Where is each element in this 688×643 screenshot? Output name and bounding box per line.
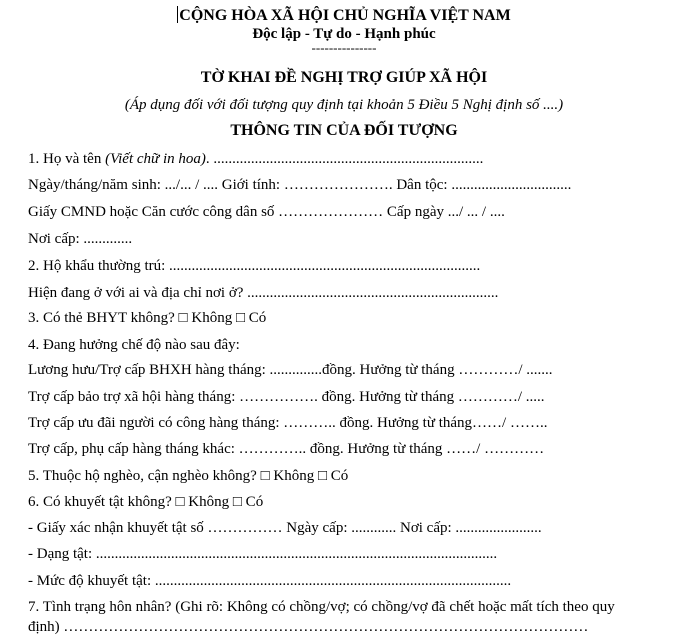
form-subtitle: (Áp dụng đối với đối tượng quy định tại khoản 5 Điều 5 Nghị định số ....) [124,97,564,113]
field-marital-status[interactable]: 7. Tình trạng hôn nhân? (Ghi rõ: Không có chồng/vợ; có chồng/vợ đã chết hoặc mất tích theo quy [28,599,615,615]
country-name-heading [0,6,688,25]
field-disability[interactable]: 6. Có khuyết tật không? □ Không □ Có [28,494,264,510]
section-title: THÔNG TIN CỦA ĐỐI TƯỢNG [230,122,458,139]
field-id-card[interactable]: Giấy CMND hoặc Căn cước công dân số ………………… Cấp ngày .../ ... / .... [28,204,505,220]
field-disability-level[interactable]: - Mức độ khuyết tật: ............................................................................................... [28,573,512,589]
field-current-address[interactable]: Hiện đang ở với ai và địa chỉ nơi ở? ................................................................... [28,285,499,301]
field-marital-status-cont[interactable]: định) …………………………………………………………………………………………… [28,619,589,635]
benefits-heading: 4. Đang hưởng chế độ nào sau đây: [28,337,240,353]
field-poor-household[interactable]: 5. Thuộc hộ nghèo, cận nghèo không? □ Không □ Có [28,468,349,484]
field-disability-type[interactable]: - Dạng tật: ........................................................................................................... [28,546,498,562]
field-pension[interactable]: Lương hưu/Trợ cấp BHXH hàng tháng: ..............đồng. Hưởng từ tháng …………/ ....... [28,362,553,378]
header-separator: --------------- [311,40,377,55]
field-full-name[interactable] [28,150,483,168]
field-issue-place[interactable]: Nơi cấp: ............. [28,231,133,247]
field-health-insurance[interactable]: 3. Có thẻ BHYT không? □ Không □ Có [28,310,267,326]
motto: Độc lập - Tự do - Hạnh phúc [252,26,436,42]
full-name-blank: . ........................................................................ [205,151,484,167]
full-name-label: 1. Họ và tên [28,151,106,167]
field-permanent-residence[interactable]: 2. Hộ khẩu thường trú: ................................................................................... [28,258,481,274]
field-other-allowance[interactable]: Trợ cấp, phụ cấp hàng tháng khác: ………….. đồng. Hưởng từ tháng ……/ ………… [28,441,545,457]
field-social-allowance[interactable]: Trợ cấp bảo trợ xã hội hàng tháng: ……………. đồng. Hưởng từ tháng …………/ ..... [28,389,545,405]
field-disability-certificate[interactable]: - Giấy xác nhận khuyết tật số …………… Ngày cấp: ............ Nơi cấp: ....................... [28,520,542,536]
full-name-hint: (Viết chữ in hoa) [105,151,206,167]
field-merit-allowance[interactable]: Trợ cấp ưu đãi người có công hàng tháng: ……….. đồng. Hưởng từ tháng……/ …….. [28,415,548,431]
form-title: TỜ KHAI ĐỀ NGHỊ TRỢ GIÚP XÃ HỘI [200,69,488,86]
country-name: CỘNG HÒA XÃ HỘI CHỦ NGHĨA VIỆT NAM [179,7,511,24]
field-birth-gender-ethnicity[interactable]: Ngày/tháng/năm sinh: .../... / .... Giới tính: …………………. Dân tộc: ................................ [28,177,572,193]
